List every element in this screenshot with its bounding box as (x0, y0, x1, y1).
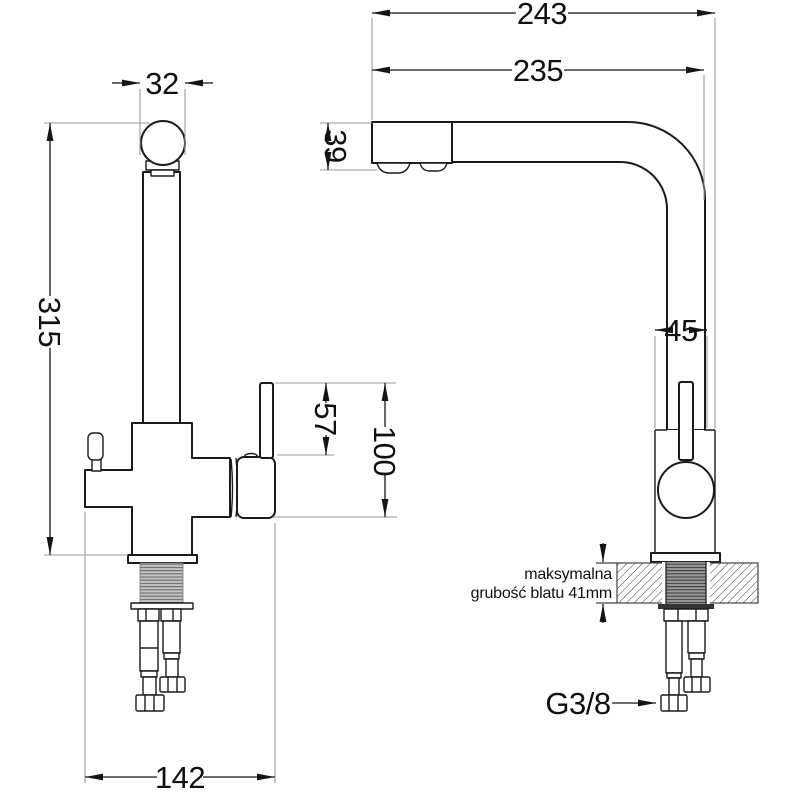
side-spout-pipe (452, 122, 705, 430)
dimensions (32, 0, 715, 795)
side-washer (658, 604, 714, 609)
front-handle-lever (260, 383, 273, 458)
front-handle-body (237, 457, 275, 518)
side-view (372, 122, 758, 711)
front-body (85, 423, 230, 555)
note-line2: grubość blatu 41mm (470, 585, 612, 602)
side-threaded-rod (666, 562, 706, 608)
countertop-note (471, 543, 617, 623)
side-aerator-2 (420, 163, 447, 171)
dim-32-label: 32 (145, 66, 179, 101)
side-hose-right (684, 621, 710, 692)
front-left-lever-stem (92, 459, 101, 471)
dim-100-label: 100 (367, 425, 402, 477)
side-hose-left (661, 621, 687, 711)
side-joint-ball (658, 462, 714, 518)
side-mounting-nut (664, 609, 708, 621)
dim-45-label: 45 (664, 313, 698, 348)
front-fitting-right (161, 609, 181, 621)
dim-243-label: 243 (516, 0, 568, 31)
front-threaded-rod (140, 563, 183, 604)
note-line1: maksymalna (524, 566, 612, 583)
dim-142-label: 142 (154, 760, 206, 795)
front-base-flange (128, 555, 197, 563)
dim-235-label: 235 (512, 53, 564, 88)
front-knob (141, 121, 185, 165)
front-washer (131, 603, 193, 609)
dim-57-label: 57 (308, 402, 343, 436)
front-joint-line-1 (231, 459, 233, 517)
side-base-flange (651, 553, 720, 562)
thread-callout (545, 686, 656, 721)
front-hose-left (136, 621, 164, 711)
side-spout-head (372, 122, 452, 163)
front-spout-column (143, 172, 180, 423)
front-fitting-left (138, 609, 159, 621)
side-handle-lever (679, 382, 693, 460)
thread-label: G3/8 (545, 686, 611, 721)
side-aerator-1 (377, 163, 410, 173)
front-left-lever (88, 433, 103, 460)
front-collar-lower (151, 170, 174, 176)
front-hose-right (160, 621, 185, 692)
dim-head-height (318, 123, 377, 170)
dim-39-label: 39 (318, 129, 353, 163)
front-view (85, 121, 275, 711)
dim-315-label: 315 (32, 296, 67, 348)
